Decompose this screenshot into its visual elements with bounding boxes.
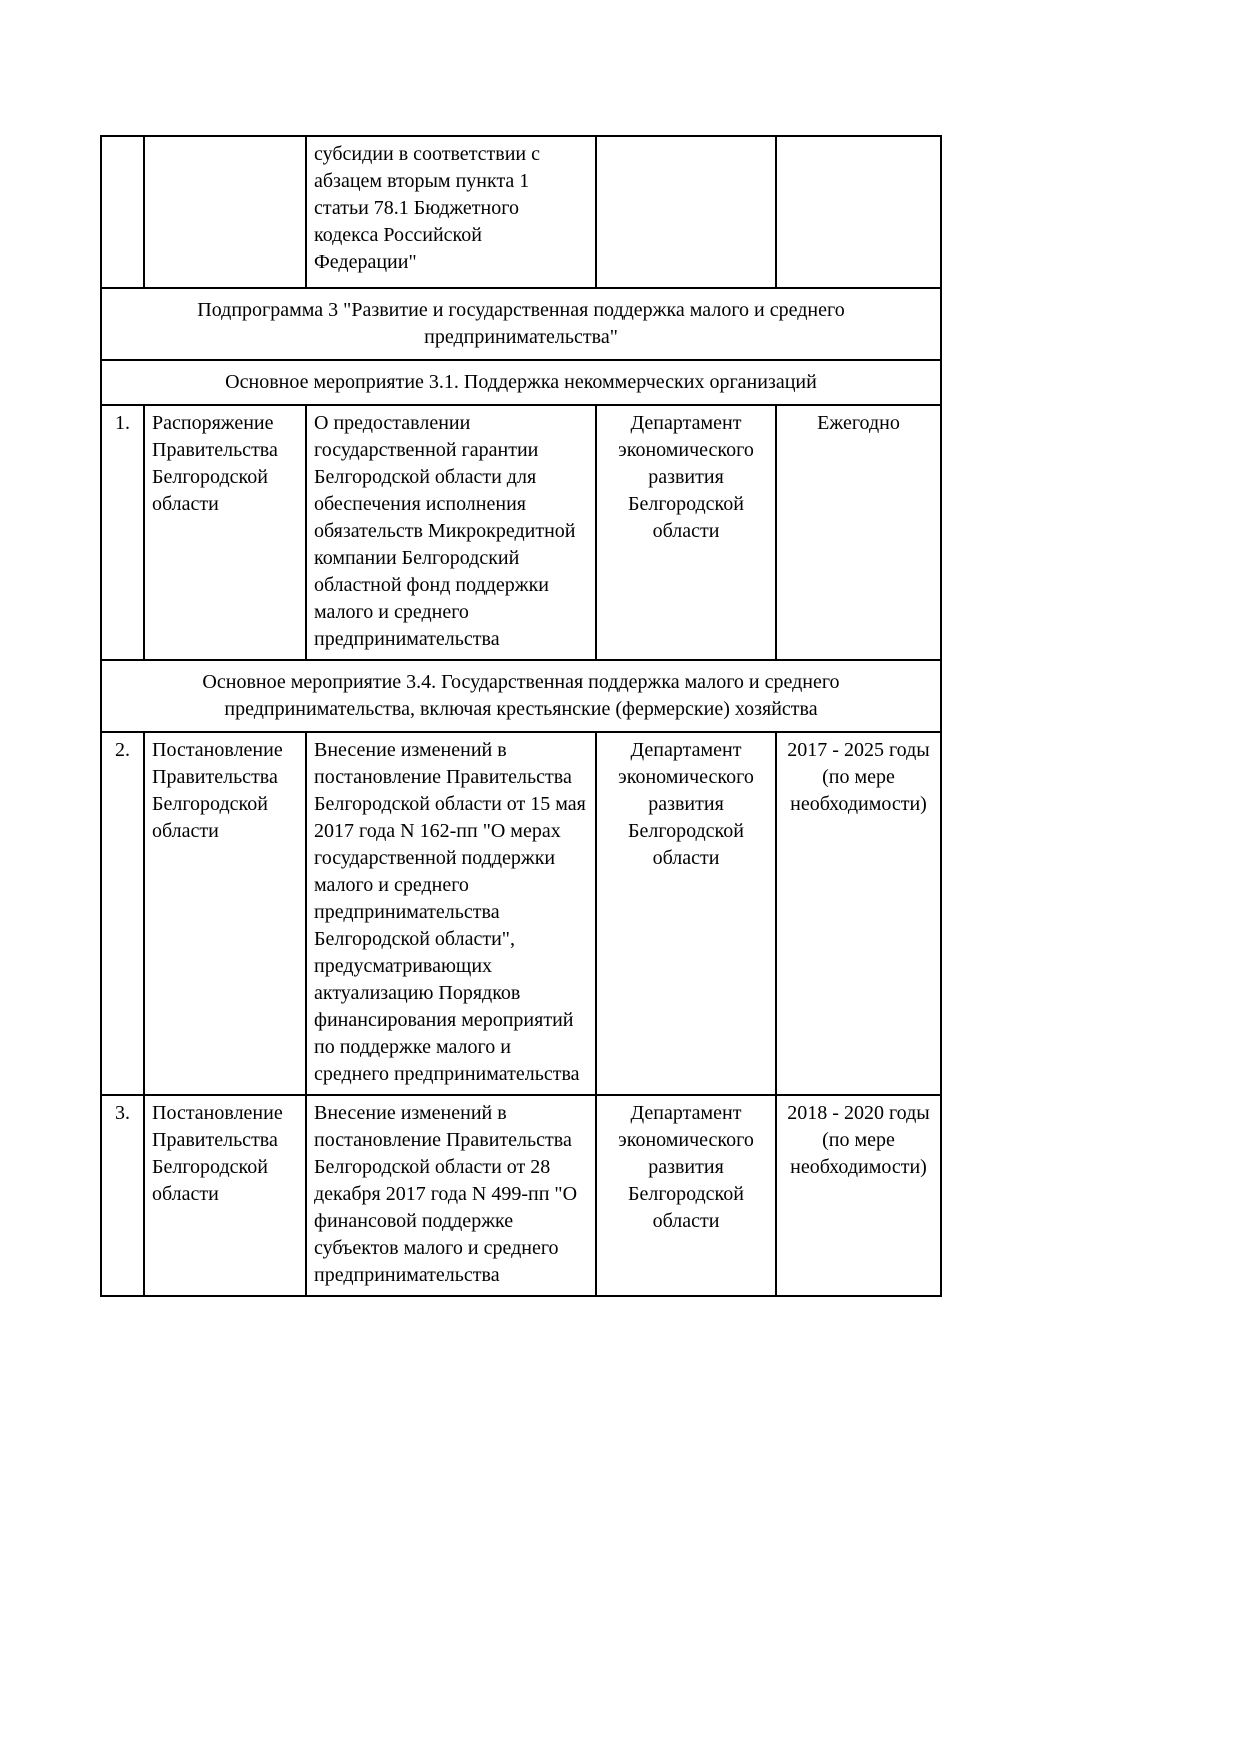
cell-timing: 2017 - 2025 годы (по мере необходимости): [776, 732, 941, 1095]
cell-timing: 2018 - 2020 годы (по мере необходимости): [776, 1095, 941, 1296]
cell-doc-type: [144, 136, 306, 288]
main-event-3-1-row: [101, 360, 941, 405]
cell-timing: Ежегодно: [776, 405, 941, 660]
cell-description: О предоставлении государственной гарантии Белгородской области для обеспечения исполнения обязательств Микрокредитной компании Белгородский областной фонд поддержки малого и среднего предпринимательства: [306, 405, 596, 660]
cell-num: [101, 136, 144, 288]
cell-department: Департамент экономического развития Белгородской области: [596, 405, 776, 660]
cell-department: [596, 136, 776, 288]
cell-department: Департамент экономического развития Белгородской области: [596, 1095, 776, 1296]
table-row-item-2: [101, 732, 941, 1095]
main-event-3-4-title: Основное мероприятие 3.4. Государственная поддержка малого и среднего предпринимательства, включая крестьянские (фермерские) хозяйства: [101, 660, 941, 732]
cell-num: 2.: [101, 732, 144, 1095]
subprogram-3-title: Подпрограмма 3 "Развитие и государственная поддержка малого и среднего предпринимательства": [101, 288, 941, 360]
main-event-3-1-title: Основное мероприятие 3.1. Поддержка некоммерческих организаций: [101, 360, 941, 405]
document-page: [100, 135, 942, 1297]
cell-description: субсидии в соответствии с абзацем вторым пункта 1 статьи 78.1 Бюджетного кодекса Российской Федерации": [306, 136, 596, 288]
cell-department: Департамент экономического развития Белгородской области: [596, 732, 776, 1095]
main-event-3-4-row: [101, 660, 941, 732]
cell-doc-type: Постановление Правительства Белгородской области: [144, 1095, 306, 1296]
cell-num: 3.: [101, 1095, 144, 1296]
subprogram-3-row: [101, 288, 941, 360]
cell-description: Внесение изменений в постановление Правительства Белгородской области от 15 мая 2017 года N 162-пп "О мерах государственной поддержки малого и среднего предпринимательства Белгородской области", предусматривающих актуализацию Порядков финансирования мероприятий по поддержке малого и среднего предпринимательства: [306, 732, 596, 1095]
table-row-item-3: [101, 1095, 941, 1296]
cell-num: 1.: [101, 405, 144, 660]
cell-timing: [776, 136, 941, 288]
cell-doc-type: Распоряжение Правительства Белгородской области: [144, 405, 306, 660]
measures-table: [100, 135, 942, 1297]
cell-doc-type: Постановление Правительства Белгородской области: [144, 732, 306, 1095]
cell-description: Внесение изменений в постановление Правительства Белгородской области от 28 декабря 2017 года N 499-пп "О финансовой поддержке субъектов малого и среднего предпринимательства: [306, 1095, 596, 1296]
table-row-item-1: [101, 405, 941, 660]
table-row-continuation: [101, 136, 941, 288]
